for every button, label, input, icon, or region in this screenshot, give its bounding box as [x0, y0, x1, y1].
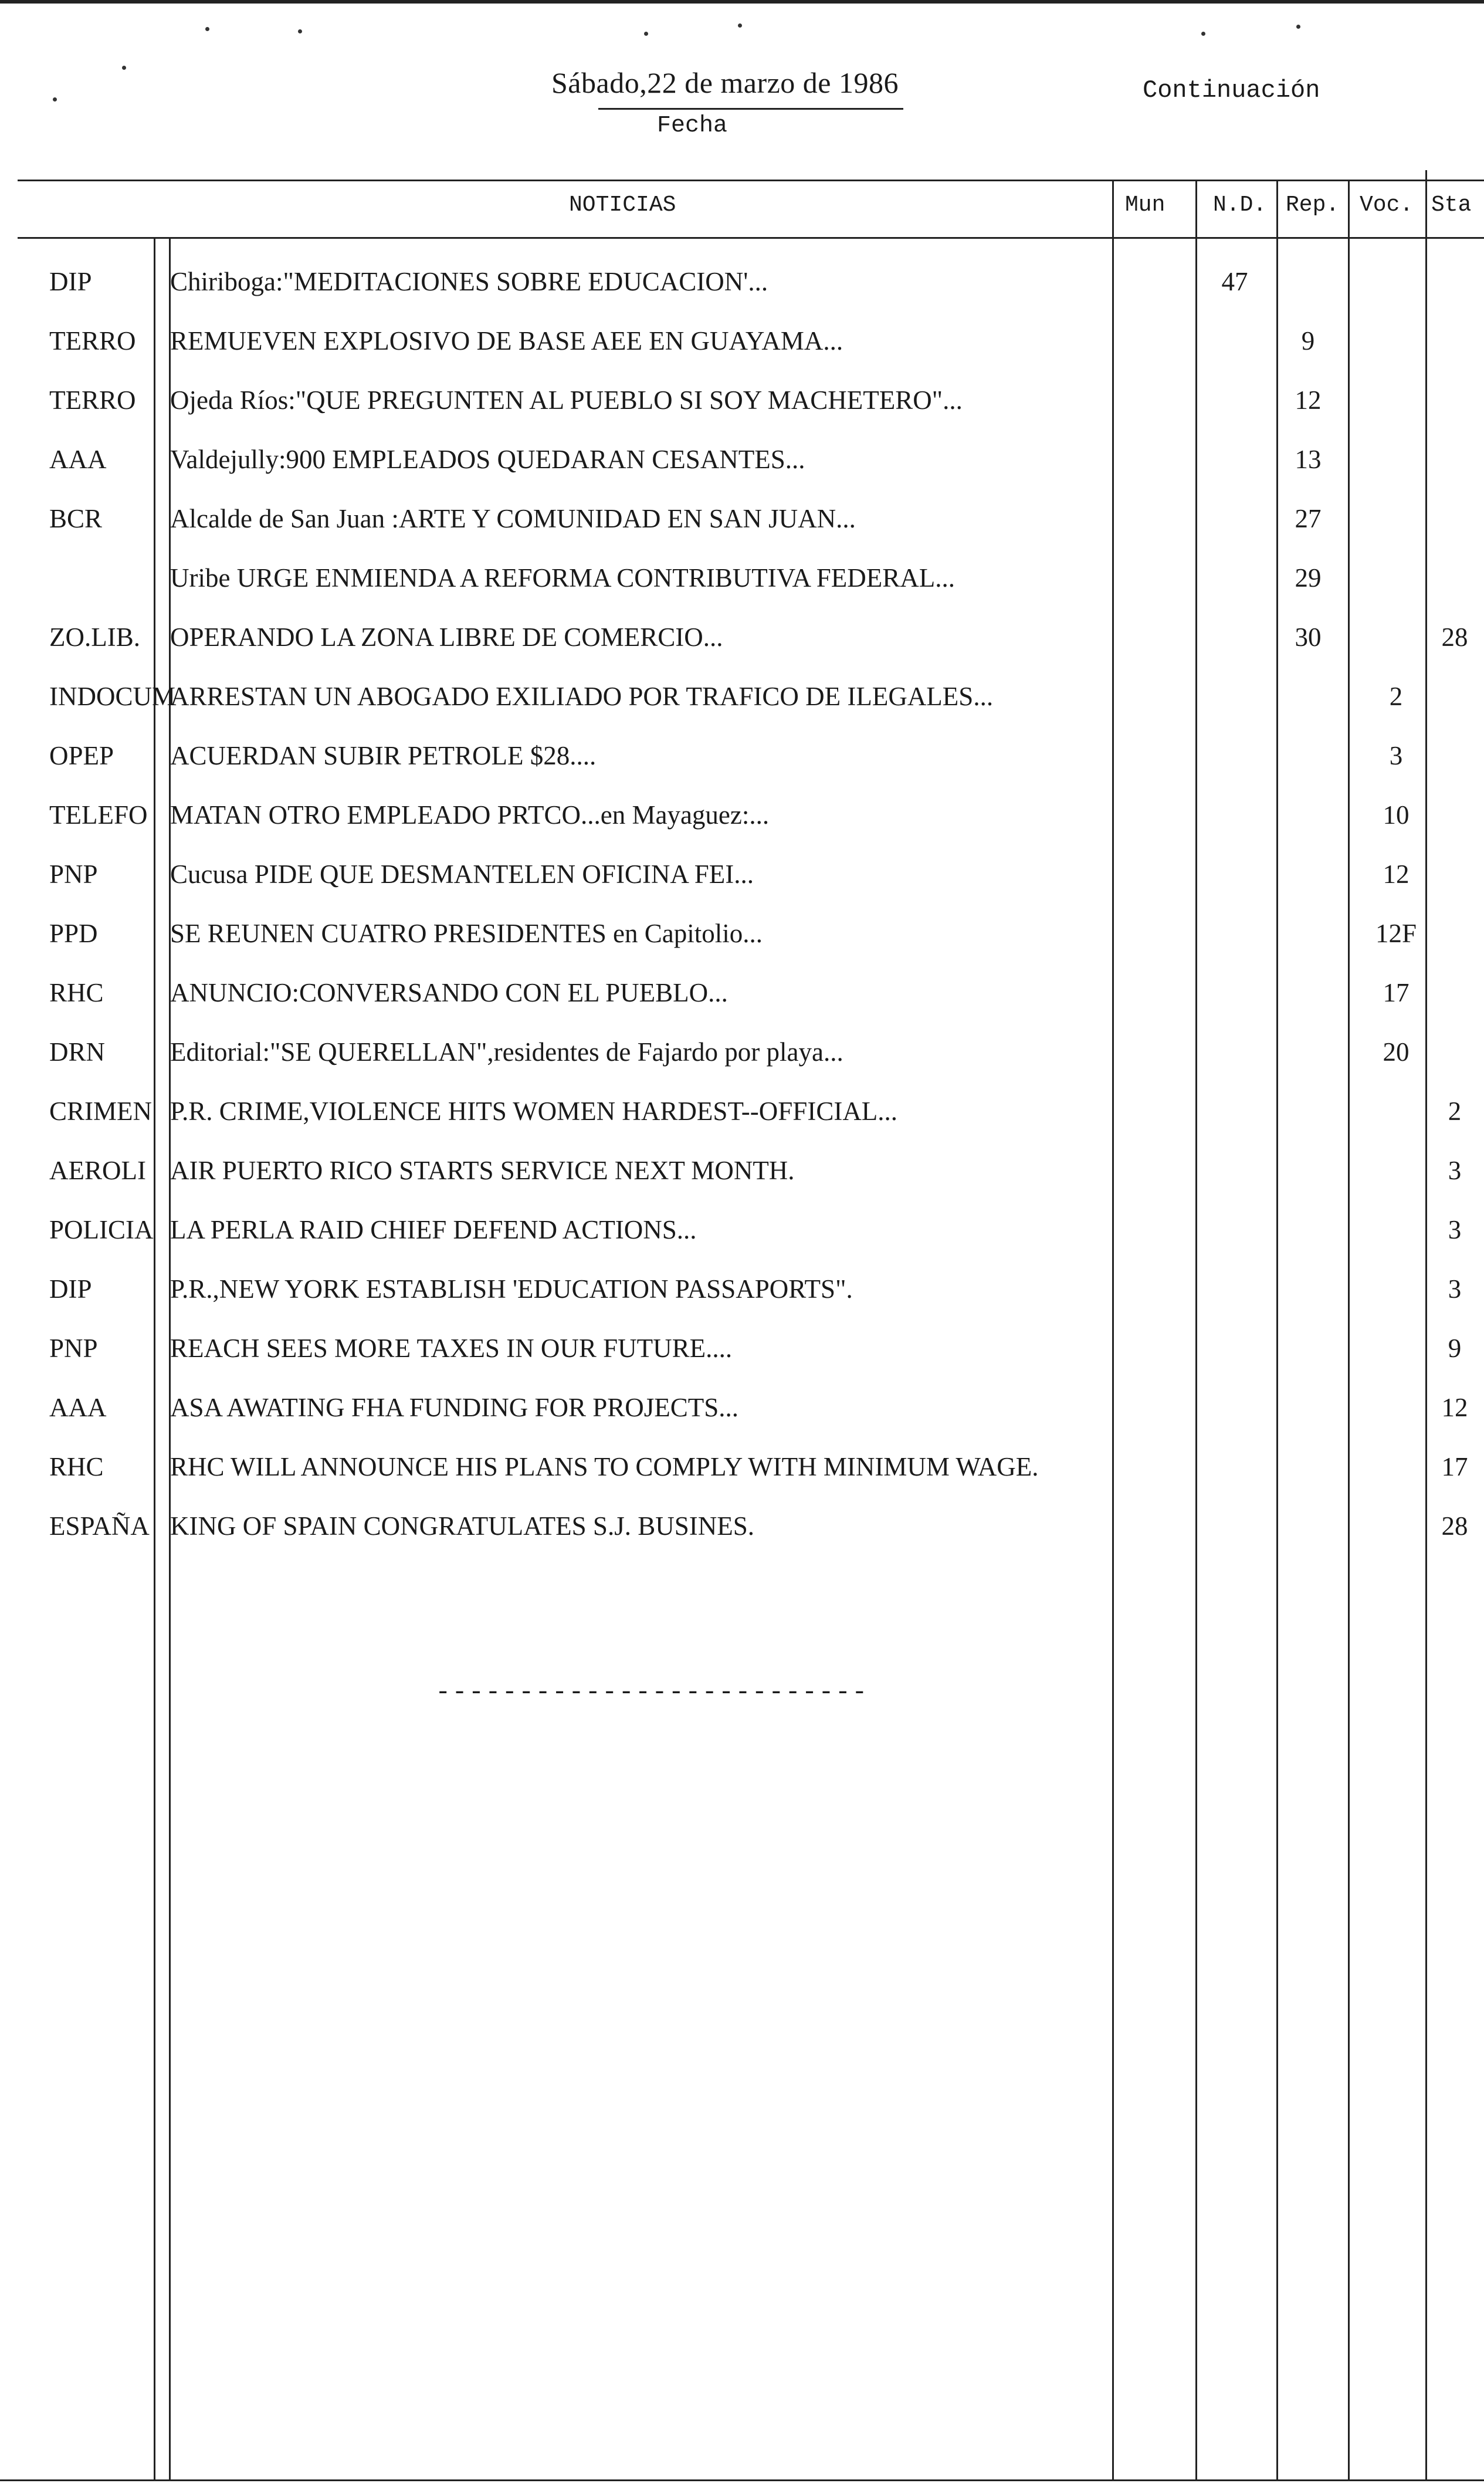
column-header-star: Sta: [1431, 192, 1472, 218]
continuation-label: Continuación: [1143, 76, 1320, 104]
table-row: [0, 1034, 1484, 1093]
row-star-page: 2: [1448, 1097, 1462, 1126]
row-rep-page: 27: [1295, 504, 1322, 533]
row-star-page: 17: [1441, 1452, 1468, 1481]
table-top-rule: [18, 180, 1484, 181]
row-category: PPD: [49, 919, 98, 948]
row-voc-page: 17: [1383, 978, 1410, 1007]
row-category: TERRO: [49, 326, 136, 356]
row-title: AIR PUERTO RICO STARTS SERVICE NEXT MONTH.: [170, 1156, 795, 1185]
row-category: AEROLI: [49, 1156, 146, 1185]
row-category: CRIMEN: [49, 1097, 153, 1126]
row-rep-page: 13: [1295, 445, 1322, 474]
table-row: [0, 1094, 1484, 1152]
row-title: OPERANDO LA ZONA LIBRE DE COMERCIO...: [170, 622, 723, 652]
scan-speck: [738, 23, 742, 28]
row-category: PNP: [49, 860, 98, 889]
column-header-rep: Rep.: [1286, 192, 1340, 218]
table-row: [0, 679, 1484, 737]
row-category: TELEFO: [49, 800, 148, 830]
table-row: [0, 1331, 1484, 1389]
row-star-page: 28: [1441, 1511, 1468, 1541]
row-voc-page: 12: [1383, 860, 1410, 889]
row-rep-page: 12: [1295, 385, 1322, 415]
row-voc-page: 12F: [1375, 919, 1417, 948]
document-date: Sábado,22 de marzo de 1986: [551, 66, 899, 99]
top-border: [0, 0, 1484, 4]
row-title: SE REUNEN CUATRO PRESIDENTES en Capitolio...: [170, 919, 763, 948]
column-header-mun: Mun: [1125, 192, 1165, 218]
table-row: [0, 1390, 1484, 1449]
row-star-page: 3: [1448, 1156, 1462, 1185]
row-voc-page: 3: [1389, 741, 1403, 770]
table-row: [0, 620, 1484, 678]
row-title: REMUEVEN EXPLOSIVO DE BASE AEE EN GUAYAMA...: [170, 326, 843, 356]
table-row: [0, 1153, 1484, 1212]
row-rep-page: 29: [1295, 563, 1322, 593]
table-row: [0, 442, 1484, 500]
row-category: AAA: [49, 1393, 107, 1422]
column-header-nd: N.D.: [1213, 192, 1267, 218]
table-row: [0, 738, 1484, 797]
scan-speck: [53, 97, 57, 102]
row-category: INDOCUM: [49, 682, 176, 711]
date-underline: [598, 108, 903, 110]
table-row: [0, 1271, 1484, 1330]
row-title: Alcalde de San Juan :ARTE Y COMUNIDAD EN SAN JUAN...: [170, 504, 856, 533]
table-row: [0, 1212, 1484, 1271]
row-category: RHC: [49, 1452, 104, 1481]
table-bottom-rule: [0, 2479, 1484, 2481]
row-category: DRN: [49, 1037, 106, 1067]
row-category: PNP: [49, 1334, 98, 1363]
row-title: Editorial:"SE QUERELLAN",residentes de Fajardo por playa...: [170, 1037, 843, 1067]
row-title: Cucusa PIDE QUE DESMANTELEN OFICINA FEI...: [170, 860, 754, 889]
table-header-rule: [18, 237, 1484, 239]
row-title: Ojeda Ríos:"QUE PREGUNTEN AL PUEBLO SI SOY MACHETERO"...: [170, 385, 963, 415]
row-rep-page: 30: [1295, 622, 1322, 652]
scan-speck: [1201, 32, 1205, 36]
row-voc-page: 20: [1383, 1037, 1410, 1067]
table-row: [0, 857, 1484, 915]
row-title: RHC WILL ANNOUNCE HIS PLANS TO COMPLY WITH MINIMUM WAGE.: [170, 1452, 1039, 1481]
row-category: TERRO: [49, 385, 136, 415]
row-star-page: 9: [1448, 1334, 1462, 1363]
row-voc-page: 10: [1383, 800, 1410, 830]
row-category: BCR: [49, 504, 103, 533]
table-row: [0, 1508, 1484, 1567]
table-row: [0, 323, 1484, 382]
row-title: LA PERLA RAID CHIEF DEFEND ACTIONS...: [170, 1215, 697, 1244]
row-category: DIP: [49, 1274, 92, 1304]
scan-speck: [298, 29, 302, 33]
scan-speck: [644, 32, 648, 36]
row-voc-page: 2: [1389, 682, 1403, 711]
row-title: Chiriboga:"MEDITACIONES SOBRE EDUCACION'...: [170, 267, 768, 296]
row-title: Valdejully:900 EMPLEADOS QUEDARAN CESANTES...: [170, 445, 805, 474]
row-title: ARRESTAN UN ABOGADO EXILIADO POR TRAFICO DE ILEGALES...: [170, 682, 994, 711]
row-star-page: 12: [1441, 1393, 1468, 1422]
row-category: DIP: [49, 267, 92, 296]
table-row: [0, 975, 1484, 1034]
column-header-voc: Voc.: [1360, 192, 1414, 218]
table-row: [0, 560, 1484, 619]
row-title: ACUERDAN SUBIR PETROLE $28....: [170, 741, 597, 770]
row-title: ANUNCIO:CONVERSANDO CON EL PUEBLO...: [170, 978, 728, 1007]
row-title: ASA AWATING FHA FUNDING FOR PROJECTS...: [170, 1393, 739, 1422]
scan-speck: [205, 27, 209, 31]
row-star-page: 3: [1448, 1215, 1462, 1244]
row-rep-page: 9: [1301, 326, 1315, 356]
row-category: OPEP: [49, 741, 114, 770]
row-category: RHC: [49, 978, 104, 1007]
table-row: [0, 1449, 1484, 1508]
row-category: POLICIA: [49, 1215, 154, 1244]
scan-speck: [1296, 25, 1300, 29]
table-row: [0, 383, 1484, 441]
row-category: ZO.LIB.: [49, 622, 140, 652]
row-nd-page: 47: [1221, 267, 1248, 296]
table-row: [0, 916, 1484, 975]
row-category: ESPAÑA: [49, 1511, 150, 1541]
table-row: [0, 264, 1484, 323]
date-label: Fecha: [657, 113, 728, 139]
row-title: MATAN OTRO EMPLEADO PRTCO...en Mayaguez:...: [170, 800, 770, 830]
end-of-list-rule: --------------------------: [435, 1678, 869, 1707]
row-title: REACH SEES MORE TAXES IN OUR FUTURE....: [170, 1334, 733, 1363]
row-title: P.R. CRIME,VIOLENCE HITS WOMEN HARDEST--OFFICIAL...: [170, 1097, 898, 1126]
row-title: KING OF SPAIN CONGRATULATES S.J. BUSINES.: [170, 1511, 754, 1541]
row-star-page: 3: [1448, 1274, 1462, 1304]
column-header-news: NOTICIAS: [569, 192, 676, 218]
row-title: Uribe URGE ENMIENDA A REFORMA CONTRIBUTIVA FEDERAL...: [170, 563, 955, 593]
scan-speck: [122, 66, 126, 70]
row-star-page: 28: [1441, 622, 1468, 652]
row-category: AAA: [49, 445, 107, 474]
row-title: P.R.,NEW YORK ESTABLISH 'EDUCATION PASSAPORTS".: [170, 1274, 853, 1304]
table-row: [0, 501, 1484, 560]
table-row: [0, 797, 1484, 856]
